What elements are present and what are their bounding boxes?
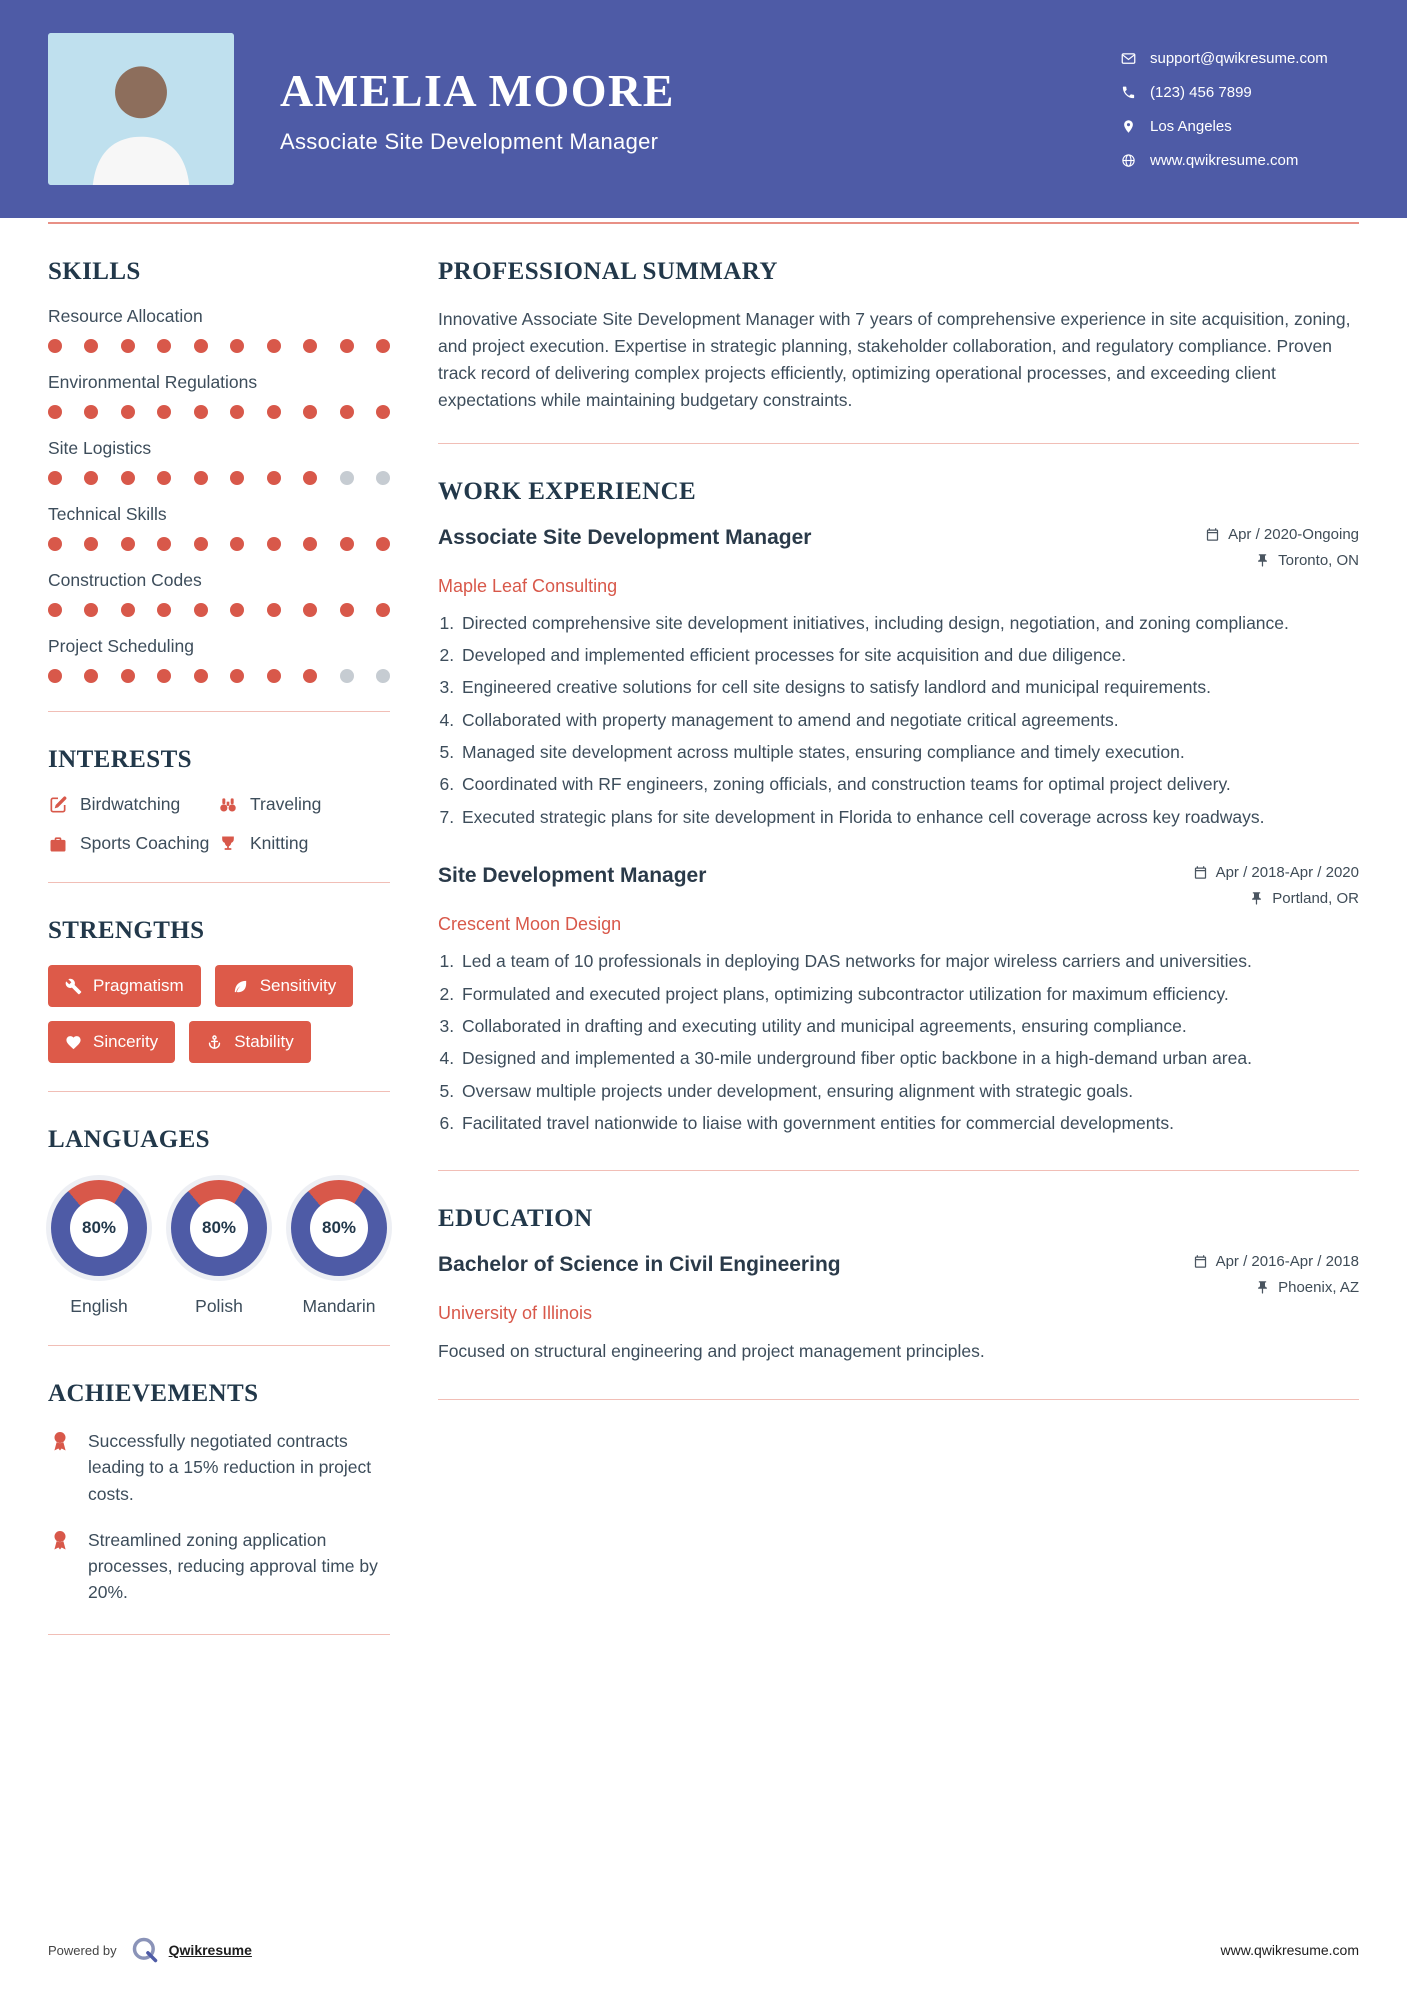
job-bullet-list [459, 949, 1359, 1136]
job-location-text: Toronto, ON [1278, 551, 1359, 569]
section-divider [438, 1170, 1359, 1171]
contact-location-text: Los Angeles [1150, 117, 1232, 135]
skill-dot [267, 603, 281, 617]
skill-dot [157, 471, 171, 485]
achievement-text: Successfully negotiated contracts leading to a 15% reduction in project costs. [88, 1431, 372, 1504]
content [0, 224, 1407, 1635]
skill-dot [340, 669, 354, 683]
company-name: Crescent Moon Design [438, 914, 622, 935]
strength-badge [48, 1021, 175, 1063]
skill-item [48, 570, 390, 617]
skill-dot [303, 537, 317, 551]
job-date-text: Apr / 2020-Ongoing [1228, 525, 1359, 543]
skill-dot [230, 537, 244, 551]
strength-label: Stability [234, 1032, 294, 1051]
calendar-icon [1193, 865, 1208, 880]
interest-item [48, 794, 218, 815]
skill-dot [230, 669, 244, 683]
job-title: Associate Site Development Manager [438, 525, 812, 549]
skill-dot [340, 339, 354, 353]
skill-dot [376, 339, 390, 353]
skill-dot [194, 405, 208, 419]
skill-dot [48, 669, 62, 683]
skill-dot [48, 603, 62, 617]
skill-name: Construction Codes [48, 570, 202, 590]
contact-email-text: support@qwikresume.com [1150, 49, 1328, 67]
skill-dot [157, 603, 171, 617]
job-date [1184, 526, 1359, 543]
job-bullet: 7. Executed strategic plans for site development in Florida to enhance cell coverage across key roadways. [459, 805, 1359, 830]
education-meta [1184, 1253, 1359, 1296]
skill-item [48, 504, 390, 551]
skill-dot [84, 603, 98, 617]
job-meta [1184, 526, 1359, 569]
strengths-heading: STRENGTHS [48, 917, 205, 944]
skill-dot [84, 471, 98, 485]
education-date-text: Apr / 2016-Apr / 2018 [1215, 1253, 1359, 1271]
skill-dot [84, 405, 98, 419]
section-divider [48, 711, 390, 712]
interest-label: Knitting [250, 833, 309, 853]
language-label: Polish [195, 1296, 243, 1316]
skill-dot [303, 471, 317, 485]
section-divider [48, 882, 390, 883]
contact-phone [1121, 84, 1359, 101]
avatar [48, 33, 234, 185]
skill-dot [230, 405, 244, 419]
contact-location [1121, 118, 1359, 135]
skill-dot [376, 405, 390, 419]
skills-list [48, 306, 390, 683]
language-item [168, 1174, 270, 1317]
skill-rating [48, 669, 390, 683]
skill-dot [121, 669, 135, 683]
calendar-icon [1205, 527, 1220, 542]
strength-badge [48, 965, 201, 1007]
globe-icon [1121, 153, 1136, 168]
achievement-item [48, 1527, 390, 1606]
pen-icon [48, 795, 68, 815]
left-column [48, 224, 390, 1635]
section-divider [48, 1345, 390, 1346]
job-bullet: 4. Designed and implemented a 30-mile underground fiber optic backbone in a high-demand urban area. [459, 1046, 1359, 1071]
job-date-text: Apr / 2018-Apr / 2020 [1215, 864, 1359, 882]
work-experience-heading: WORK EXPERIENCE [438, 477, 697, 505]
person-title: Associate Site Development Manager [280, 128, 659, 154]
skill-rating [48, 405, 390, 419]
summary-text: Innovative Associate Site Development Manager with 7 years of comprehensive experience in site acquisition, zoning, and project execution. Expertise in strategic planning, stakeholder collaboration, and regulatory compliance. Proven track record of delivering complex projects efficiently, optimizing operational processes, and exceeding client expectations while maintaining budgetary constraints. [438, 309, 1351, 411]
right-column [438, 224, 1359, 1400]
skill-dot [157, 669, 171, 683]
skills-heading: SKILLS [48, 258, 141, 285]
medal-icon [48, 1528, 72, 1552]
strength-label: Pragmatism [93, 976, 184, 995]
education-location [1184, 1279, 1359, 1296]
job-meta [1184, 864, 1359, 907]
language-label: Mandarin [302, 1296, 376, 1316]
briefcase-icon [48, 834, 68, 854]
skill-dot [376, 603, 390, 617]
leaf-icon [232, 978, 249, 995]
company-name: Maple Leaf Consulting [438, 575, 618, 596]
job-bullet: 4. Collaborated with property management to amend and negotiate critical agreements. [459, 708, 1359, 733]
location-icon [1121, 119, 1136, 134]
profile-photo [48, 33, 234, 185]
languages-list [48, 1174, 390, 1317]
section-divider [438, 1399, 1359, 1400]
education-heading: EDUCATION [438, 1205, 593, 1233]
header [0, 0, 1407, 218]
skill-dot [340, 471, 354, 485]
skill-dot [267, 537, 281, 551]
skill-dot [121, 603, 135, 617]
skill-dot [303, 405, 317, 419]
language-donut-chart [171, 1180, 267, 1276]
skill-dot [194, 339, 208, 353]
education-date [1184, 1253, 1359, 1270]
skill-dot [194, 603, 208, 617]
job-bullet: 5. Oversaw multiple projects under development, ensuring alignment with strategic goals. [459, 1079, 1359, 1104]
heart-icon [65, 1034, 82, 1051]
powered-by-label: Powered by [48, 1942, 117, 1958]
achievement-text: Streamlined zoning application processes, reducing approval time by 20%. [88, 1529, 378, 1603]
qwikresume-brand-link[interactable]: Qwikresume [168, 1942, 252, 1958]
skill-dot [121, 537, 135, 551]
anchor-icon [206, 1034, 223, 1051]
interest-label: Sports Coaching [80, 833, 210, 853]
skill-dot [157, 537, 171, 551]
skill-dot [376, 669, 390, 683]
job-bullet-list [459, 611, 1359, 831]
interest-item [48, 833, 218, 854]
languages-heading: LANGUAGES [48, 1126, 210, 1153]
trophy-icon [218, 834, 238, 854]
degree-title: Bachelor of Science in Civil Engineering [438, 1253, 841, 1277]
skill-item [48, 636, 390, 683]
job-bullet: 3. Engineered creative solutions for cell site designs to satisfy landlord and municipal requirements. [459, 675, 1359, 700]
person-name: AMELIA MOORE [280, 64, 675, 116]
strength-label: Sincerity [93, 1032, 159, 1051]
achievements-heading: ACHIEVEMENTS [48, 1380, 259, 1407]
skill-name: Resource Allocation [48, 306, 203, 326]
skill-item [48, 306, 390, 353]
contact-website-text: www.qwikresume.com [1150, 151, 1299, 169]
skill-dot [340, 537, 354, 551]
phone-icon [1121, 85, 1136, 100]
wrench-icon [65, 978, 82, 995]
job-bullet: 5. Managed site development across multiple states, ensuring compliance and timely execution. [459, 740, 1359, 765]
skill-dot [157, 405, 171, 419]
strengths-list [48, 965, 390, 1063]
language-item [288, 1174, 390, 1317]
skill-dot [267, 339, 281, 353]
medal-icon [48, 1429, 72, 1453]
skill-dot [194, 537, 208, 551]
skill-dot [303, 669, 317, 683]
skill-dot [376, 537, 390, 551]
skill-dot [303, 339, 317, 353]
school-name: University of Illinois [438, 1303, 593, 1324]
skill-dot [48, 537, 62, 551]
skill-dot [303, 603, 317, 617]
skill-dot [84, 669, 98, 683]
skill-rating [48, 537, 390, 551]
pin-icon [1255, 1280, 1270, 1295]
section-divider [438, 443, 1359, 444]
skill-dot [84, 339, 98, 353]
education-entry [438, 1253, 1359, 1364]
skill-dot [84, 537, 98, 551]
job-header [438, 864, 1359, 907]
skill-dot [194, 669, 208, 683]
skill-dot [376, 471, 390, 485]
interests-list [48, 794, 390, 854]
skill-dot [121, 339, 135, 353]
contact-phone-text: (123) 456 7899 [1150, 83, 1252, 101]
interests-heading: INTERESTS [48, 746, 192, 773]
skill-name: Environmental Regulations [48, 372, 258, 392]
section-divider [48, 1634, 390, 1635]
job-entry [438, 526, 1359, 831]
job-location [1184, 890, 1359, 907]
strength-badge [189, 1021, 311, 1063]
job-bullet: 2. Formulated and executed project plans, optimizing subcontractor utilization for maximum efficiency. [459, 982, 1359, 1007]
pin-icon [1255, 553, 1270, 568]
contact-list [1121, 50, 1359, 169]
language-percent: 80% [190, 1199, 248, 1257]
skill-name: Site Logistics [48, 438, 152, 458]
job-title: Site Development Manager [438, 864, 707, 888]
skill-dot [230, 603, 244, 617]
job-header [438, 526, 1359, 569]
footer-website-link[interactable]: www.qwikresume.com [1220, 1942, 1359, 1958]
interest-label: Traveling [250, 794, 322, 814]
skill-dot [230, 471, 244, 485]
skill-rating [48, 603, 390, 617]
interest-item [218, 833, 390, 854]
skill-name: Project Scheduling [48, 636, 194, 656]
calendar-icon [1193, 1254, 1208, 1269]
qwikresume-logo-icon [131, 1936, 159, 1964]
job-date [1184, 864, 1359, 881]
job-bullet: 1. Directed comprehensive site development initiatives, including design, negotiation, and zoning compliance. [459, 611, 1359, 636]
summary-heading: PROFESSIONAL SUMMARY [438, 258, 778, 285]
skill-name: Technical Skills [48, 504, 167, 524]
skill-dot [267, 471, 281, 485]
pin-icon [1249, 891, 1264, 906]
skill-dot [267, 405, 281, 419]
job-bullet: 3. Collaborated in drafting and executing utility and municipal agreements, ensuring compliance. [459, 1014, 1359, 1039]
footer [0, 1936, 1407, 1990]
section-divider [48, 1091, 390, 1092]
skill-dot [48, 471, 62, 485]
skill-dot [340, 405, 354, 419]
language-percent: 80% [310, 1199, 368, 1257]
contact-website[interactable] [1121, 152, 1359, 169]
strength-badge [215, 965, 354, 1007]
interest-item [218, 794, 390, 815]
job-bullet: 6. Facilitated travel nationwide to liaise with government entities for commercial developments. [459, 1111, 1359, 1136]
language-donut-chart [291, 1180, 387, 1276]
interest-label: Birdwatching [80, 794, 181, 814]
skill-item [48, 372, 390, 419]
skill-dot [157, 339, 171, 353]
skill-dot [267, 669, 281, 683]
identity-block [280, 64, 675, 155]
email-icon [1121, 51, 1136, 66]
skill-dot [48, 339, 62, 353]
skill-rating [48, 471, 390, 485]
education-note: Focused on structural engineering and project management principles. [438, 1341, 985, 1362]
language-label: English [70, 1296, 128, 1316]
language-donut-chart [51, 1180, 147, 1276]
skill-dot [121, 471, 135, 485]
skill-dot [340, 603, 354, 617]
achievement-item [48, 1428, 390, 1507]
job-bullet: 2. Developed and implemented efficient processes for site acquisition and due diligence. [459, 643, 1359, 668]
skill-rating [48, 339, 390, 353]
skill-dot [230, 339, 244, 353]
job-location-text: Portland, OR [1272, 890, 1359, 908]
skill-item [48, 438, 390, 485]
education-header [438, 1253, 1359, 1296]
binoculars-icon [218, 795, 238, 815]
language-percent: 80% [70, 1199, 128, 1257]
skill-dot [194, 471, 208, 485]
language-item [48, 1174, 150, 1317]
job-bullet: 6. Coordinated with RF engineers, zoning officials, and construction teams for optimal project delivery. [459, 772, 1359, 797]
job-bullet: 1. Led a team of 10 professionals in deploying DAS networks for major wireless carriers and universities. [459, 949, 1359, 974]
skill-dot [48, 405, 62, 419]
achievements-list [48, 1428, 390, 1606]
contact-email[interactable] [1121, 50, 1359, 67]
job-location [1184, 552, 1359, 569]
skill-dot [121, 405, 135, 419]
job-entry [438, 864, 1359, 1136]
education-location-text: Phoenix, AZ [1278, 1279, 1359, 1297]
strength-label: Sensitivity [259, 976, 337, 995]
